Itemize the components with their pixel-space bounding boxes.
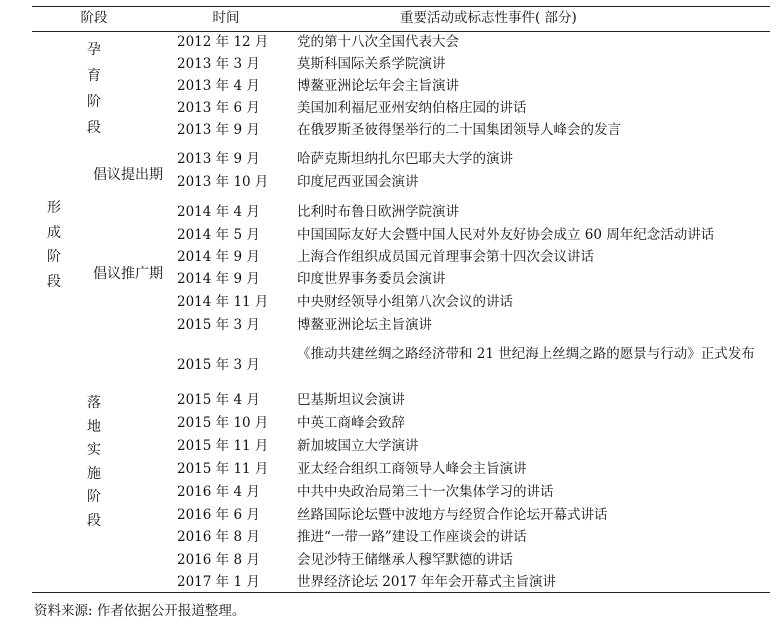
row-time: 2012 年 12 月 <box>177 34 269 50</box>
row-event: 新加坡国立大学演讲 <box>297 438 419 454</box>
row-event: 博鳌亚洲论坛主旨演讲 <box>297 317 432 333</box>
row-time: 2013 年 3 月 <box>177 56 260 72</box>
row-time: 2015 年 11 月 <box>177 461 269 477</box>
row-time: 2013 年 9 月 <box>177 151 260 167</box>
row-event: 中央财经领导小组第八次会议的讲话 <box>297 294 513 310</box>
row-time: 2013 年 9 月 <box>177 122 260 138</box>
table-row <box>0 458 784 480</box>
table-row <box>0 481 784 503</box>
table-row <box>0 412 784 434</box>
header-time: 时间 <box>212 10 240 26</box>
row-time: 2016 年 4 月 <box>177 484 260 500</box>
row-event: 印度世界事务委员会演讲 <box>297 271 446 287</box>
row-event: 上海合作组织成员国元首理事会第十四次会议讲话 <box>297 249 594 265</box>
row-time: 2015 年 11 月 <box>177 438 269 454</box>
row-event: 亚太经合组织工商领导人峰会主旨演讲 <box>297 461 527 477</box>
table-row <box>0 171 784 193</box>
stage-promotion-period: 倡议推广期 <box>93 266 163 282</box>
table-row <box>0 201 784 223</box>
table-row <box>0 291 784 313</box>
row-event: 《推动共建丝绸之路经济带和 21 世纪海上丝绸之路的愿景与行动》正式发布 <box>297 346 755 362</box>
row-event: 丝路国际论坛暨中波地方与经贸合作论坛开幕式讲话 <box>297 507 608 523</box>
table-row <box>0 389 784 411</box>
row-time: 2013 年 6 月 <box>177 100 260 116</box>
row-time: 2014 年 5 月 <box>177 227 260 243</box>
row-event: 党的第十八次全国代表大会 <box>297 34 459 50</box>
table-row <box>0 342 784 386</box>
row-event: 中共中央政治局第三十一次集体学习的讲话 <box>297 484 554 500</box>
table-row <box>0 224 784 246</box>
row-event: 比利时布鲁日欧洲学院演讲 <box>297 204 459 220</box>
row-time: 2016 年 8 月 <box>177 529 260 545</box>
table-row <box>0 148 784 170</box>
row-time: 2015 年 4 月 <box>177 392 260 408</box>
row-time: 2015 年 10 月 <box>177 415 269 431</box>
table-row <box>0 97 784 119</box>
row-event: 博鳌亚洲论坛年会主旨演讲 <box>297 78 459 94</box>
stage-pregnancy: 孕 育 阶 段 <box>87 42 101 136</box>
row-event: 巴基斯坦议会演讲 <box>297 392 405 408</box>
table-row <box>0 75 784 97</box>
row-time: 2014 年 9 月 <box>177 271 260 287</box>
row-event: 哈萨克斯坦纳扎尔巴耶夫大学的演讲 <box>297 151 513 167</box>
row-time: 2013 年 10 月 <box>177 174 269 190</box>
table-row <box>0 314 784 336</box>
row-event: 会见沙特王储继承人穆罕默德的讲话 <box>297 552 513 568</box>
row-event: 美国加利福尼亚州安纳伯格庄园的讲话 <box>297 100 527 116</box>
row-event: 莫斯科国际关系学院演讲 <box>297 56 446 72</box>
table-row <box>0 119 784 141</box>
stage-implementation: 落 地 实 施 阶 段 <box>87 395 101 529</box>
table-row <box>0 549 784 571</box>
stage-formation: 形 成 阶 段 <box>47 200 61 290</box>
row-time: 2015 年 3 月 <box>177 317 260 333</box>
table-row <box>0 246 784 268</box>
row-time: 2017 年 1 月 <box>177 574 260 590</box>
table-row <box>0 435 784 457</box>
row-time: 2015 年 3 月 <box>177 357 260 373</box>
row-time: 2014 年 11 月 <box>177 294 269 310</box>
table-row <box>0 268 784 290</box>
table-row <box>0 571 784 593</box>
table-row <box>0 53 784 75</box>
row-time: 2016 年 6 月 <box>177 507 260 523</box>
row-event: 印度尼西亚国会演讲 <box>297 174 419 190</box>
row-event: 推进“一带一路”建设工作座谈会的讲话 <box>297 529 527 545</box>
source-note: 资料来源: 作者依据公开报道整理。 <box>34 603 246 619</box>
row-time: 2014 年 9 月 <box>177 249 260 265</box>
table-row <box>0 31 784 53</box>
row-event: 世界经济论坛 2017 年年会开幕式主旨演讲 <box>297 574 556 590</box>
header-event: 重要活动或标志性事件( 部分) <box>400 10 577 26</box>
row-time: 2016 年 8 月 <box>177 552 260 568</box>
table-row <box>0 526 784 548</box>
row-event: 中英工商峰会致辞 <box>297 415 405 431</box>
row-event: 在俄罗斯圣彼得堡举行的二十国集团领导人峰会的发言 <box>297 122 621 138</box>
header-stage: 阶段 <box>80 10 108 26</box>
stage-proposal-period: 倡议提出期 <box>93 167 163 183</box>
row-time: 2013 年 4 月 <box>177 78 260 94</box>
row-event: 中国国际友好大会暨中国人民对外友好协会成立 60 周年纪念活动讲话 <box>297 227 715 243</box>
row-time: 2014 年 4 月 <box>177 204 260 220</box>
table-row <box>0 504 784 526</box>
